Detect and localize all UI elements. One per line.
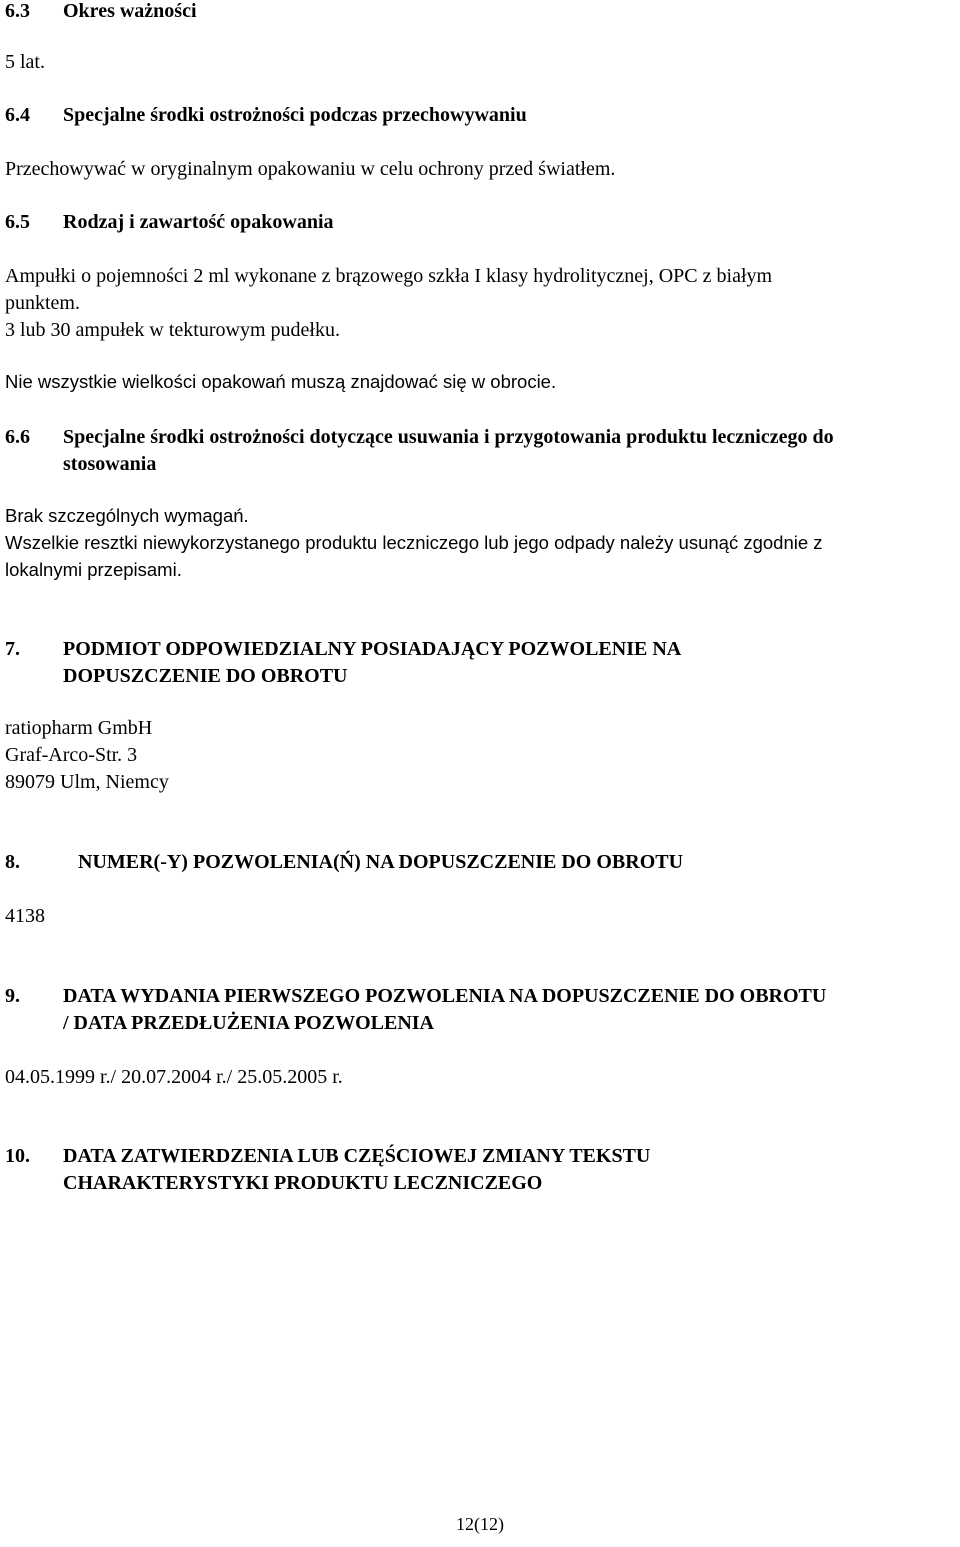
heading-title: Specjalne środki ostrożności podczas przechowywaniu [63, 104, 527, 126]
page-number: 12(12) [456, 1514, 504, 1534]
disposal-line: Wszelkie resztki niewykorzystanego produktu leczniczego lub jego odpady należy usunąć zgodnie z [5, 532, 823, 553]
packaging-line: punktem. [5, 292, 80, 314]
address-line: Graf-Arco-Str. 3 [5, 744, 138, 766]
heading-title: PODMIOT ODPOWIEDZIALNY POSIADAJĄCY POZWOLENIE NA [63, 638, 682, 660]
heading-title: CHARAKTERYSTYKI PRODUKTU LECZNICZEGO [63, 1172, 543, 1194]
heading-number: 7. [5, 638, 20, 660]
heading-title: DATA ZATWIERDZENIA LUB CZĘŚCIOWEJ ZMIANY TEKSTU [63, 1145, 651, 1167]
address-line: ratiopharm GmbH [5, 717, 153, 739]
heading-title: DOPUSZCZENIE DO OBROTU [63, 665, 348, 687]
disposal-line: lokalnymi przepisami. [5, 559, 182, 580]
heading-number: 6.5 [5, 211, 30, 233]
packaging-note: Nie wszystkie wielkości opakowań muszą znajdować się w obrocie. [5, 371, 557, 392]
storage-text: Przechowywać w oryginalnym opakowaniu w celu ochrony przed światłem. [5, 158, 616, 180]
packaging-line: Ampułki o pojemności 2 ml wykonane z brązowego szkła I klasy hydrolitycznej, OPC z białym [5, 265, 773, 287]
heading-title: Okres ważności [63, 0, 197, 22]
disposal-line: Brak szczególnych wymagań. [5, 505, 249, 526]
packaging-line: 3 lub 30 ampułek w tekturowym pudełku. [5, 319, 340, 341]
heading-number: 10. [5, 1145, 30, 1167]
shelf-life-text: 5 lat. [5, 51, 45, 73]
heading-title: / DATA PRZEDŁUŻENIA POZWOLENIA [63, 1012, 434, 1034]
heading-title: NUMER(-Y) POZWOLENIA(Ń) NA DOPUSZCZENIE DO OBROTU [78, 851, 684, 873]
heading-title: Specjalne środki ostrożności dotyczące usuwania i przygotowania produktu leczniczego do [63, 426, 834, 448]
heading-title: Rodzaj i zawartość opakowania [63, 211, 334, 233]
address-line: 89079 Ulm, Niemcy [5, 771, 169, 793]
heading-number: 8. [5, 851, 20, 873]
heading-number: 6.6 [5, 426, 30, 448]
heading-number: 6.3 [5, 0, 30, 22]
authorization-dates: 04.05.1999 r./ 20.07.2004 r./ 25.05.2005 r. [5, 1066, 343, 1088]
authorization-number: 4138 [5, 905, 45, 927]
heading-number: 6.4 [5, 104, 30, 126]
heading-number: 9. [5, 985, 20, 1007]
heading-title: DATA WYDANIA PIERWSZEGO POZWOLENIA NA DOPUSZCZENIE DO OBROTU [63, 985, 827, 1007]
heading-title: stosowania [63, 453, 157, 475]
